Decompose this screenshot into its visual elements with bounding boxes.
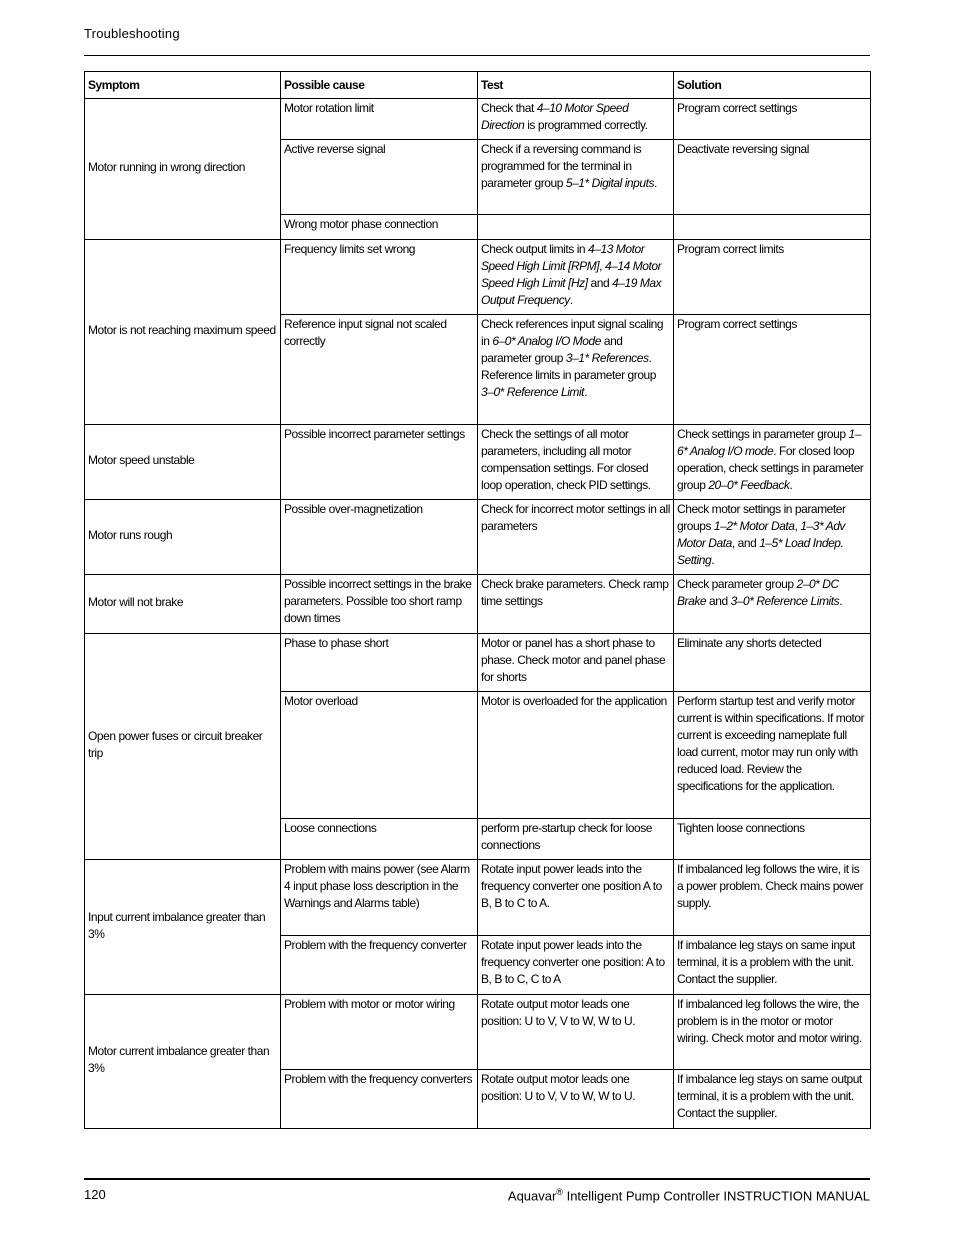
cell-text: Program correct limits	[677, 242, 784, 256]
cause-cell: Motor overload	[281, 692, 478, 819]
solution-cell	[674, 140, 871, 215]
cell-text: . Reference limits in parameter group	[481, 351, 657, 382]
cause-cell: Possible incorrect settings in the brake parameters. Possible too short ramp down times	[281, 575, 478, 634]
symptom-cell: Motor current imbalance greater than 3%	[85, 995, 281, 1129]
test-cell	[478, 995, 674, 1070]
column-header: Symptom	[85, 72, 281, 99]
cell-text: Check brake parameters. Check ramp time settings	[481, 577, 669, 608]
solution-cell	[674, 425, 871, 500]
parameter-reference: 4–19 Max Output Frequency	[481, 276, 662, 307]
parameter-reference: 1–3* Adv Motor Data	[677, 519, 845, 550]
cell-text: .	[789, 478, 793, 492]
test-cell	[478, 692, 674, 819]
cell-text: Rotate output motor leads one position: U to V, V to W, W to U.	[481, 1072, 636, 1103]
parameter-reference: 4–14 Motor Speed High Limit [Hz]	[481, 259, 662, 290]
table-body	[85, 99, 871, 1129]
parameter-reference: 3–0* Reference Limit	[481, 385, 585, 399]
solution-cell	[674, 575, 871, 634]
section-title: Troubleshooting	[84, 26, 180, 41]
column-header: Possible cause	[281, 72, 478, 99]
manual-title-text: Intelligent Pump Controller INSTRUCTION MANUAL	[562, 1188, 870, 1204]
table-row	[85, 634, 871, 692]
parameter-reference: 1–6* Analog I/O mode	[677, 427, 861, 458]
cell-text: Deactivate reversing signal	[677, 142, 809, 156]
cell-text: and	[587, 276, 613, 290]
cell-text: Perform startup test and verify motor current is within specifications. If motor current is exceeding nameplate full load current, motor may run only with reduced load. Review the specifications for the application.	[677, 694, 865, 793]
cell-text: Rotate input power leads into the frequency converter one position A to B, B to C to A.	[481, 862, 662, 910]
cell-text: If imbalanced leg follows the wire, the problem is in the motor or motor wiring. Check motor and motor wiring.	[677, 997, 862, 1045]
cell-text: and	[706, 594, 731, 608]
cell-text: is programmed correctly.	[524, 118, 648, 132]
parameter-reference: 20–0* Feedback	[708, 478, 790, 492]
manual-brand: Aquavar	[507, 1188, 557, 1204]
symptom-cell: Motor is not reaching maximum speed	[85, 240, 281, 425]
solution-cell	[674, 995, 871, 1070]
parameter-reference: 4–13 Motor Speed High Limit [RPM]	[481, 242, 645, 273]
cell-text: Check output limits in	[481, 242, 589, 256]
cause-cell: Phase to phase short	[281, 634, 478, 692]
cell-text: Program correct settings	[677, 101, 797, 115]
cell-text: If imbalanced leg follows the wire, it is a power problem. Check mains power supply.	[677, 862, 864, 910]
symptom-cell: Open power fuses or circuit breaker trip	[85, 634, 281, 860]
cell-text: Motor is overloaded for the application	[481, 694, 667, 708]
cell-text: .	[839, 594, 843, 608]
table-row	[85, 99, 871, 140]
solution-cell	[674, 215, 871, 240]
manual-title	[508, 1187, 870, 1203]
parameter-reference: 1–5* Load Indep. Setting	[677, 536, 844, 567]
cell-text: ,	[599, 259, 605, 273]
column-header: Test	[478, 72, 674, 99]
symptom-cell: Motor speed unstable	[85, 425, 281, 500]
table-row	[85, 575, 871, 634]
symptom-cell: Input current imbalance greater than 3%	[85, 860, 281, 995]
cell-text: Check motor settings in parameter groups	[677, 502, 846, 533]
cause-cell: Wrong motor phase connection	[281, 215, 478, 240]
cell-text: Tighten loose connections	[677, 821, 805, 835]
solution-cell	[674, 860, 871, 936]
cell-text: .	[584, 385, 587, 399]
test-cell	[478, 860, 674, 936]
cell-text: perform pre-startup check for loose connections	[481, 821, 652, 852]
cell-text: ,	[794, 519, 801, 533]
footer-divider	[84, 1178, 870, 1180]
cell-text: .	[711, 553, 715, 567]
test-cell	[478, 936, 674, 995]
test-cell	[478, 240, 674, 315]
cell-text: Eliminate any shorts detected	[677, 636, 822, 650]
solution-cell	[674, 1070, 871, 1129]
cell-text: Check parameter group	[677, 577, 797, 591]
table-row	[85, 240, 871, 315]
cell-text: Motor or panel has a short phase to phase. Check motor and panel phase for shorts	[481, 636, 666, 684]
symptom-cell: Motor runs rough	[85, 500, 281, 575]
cell-text: .	[569, 293, 573, 307]
cause-cell: Motor rotation limit	[281, 99, 478, 140]
test-cell	[478, 819, 674, 860]
table-row	[85, 500, 871, 575]
parameter-reference: 2–0* DC Brake	[677, 577, 839, 608]
cell-text: Rotate output motor leads one position: U to V, V to W, W to U.	[481, 997, 636, 1028]
table-row	[85, 995, 871, 1070]
solution-cell	[674, 315, 871, 425]
test-cell	[478, 215, 674, 240]
test-cell	[478, 315, 674, 425]
symptom-cell: Motor running in wrong direction	[85, 99, 281, 240]
solution-cell	[674, 819, 871, 860]
cause-cell: Problem with the frequency converter	[281, 936, 478, 995]
troubleshooting-table	[84, 71, 871, 1129]
test-cell	[478, 425, 674, 500]
symptom-cell: Motor will not brake	[85, 575, 281, 634]
parameter-reference: 1–2* Motor Data	[713, 519, 795, 533]
page-number: 120	[84, 1187, 106, 1202]
test-cell	[478, 500, 674, 575]
table-row	[85, 425, 871, 500]
cell-text: If imbalance leg stays on same input terminal, it is a problem with the unit. Contact the supplier.	[677, 938, 855, 986]
cause-cell: Possible over-magnetization	[281, 500, 478, 575]
solution-cell	[674, 692, 871, 819]
cell-text: If imbalance leg stays on same output terminal, it is a problem with the unit. Contact the supplier.	[677, 1072, 862, 1120]
parameter-reference: 5–1* Digital inputs	[565, 176, 655, 190]
cause-cell: Problem with mains power (see Alarm 4 input phase loss description in the Warnings and Alarms table)	[281, 860, 478, 936]
parameter-reference: 3–1* References	[565, 351, 649, 365]
cause-cell: Reference input signal not scaled correctly	[281, 315, 478, 425]
test-cell	[478, 99, 674, 140]
test-cell	[478, 634, 674, 692]
cell-text: .	[654, 176, 657, 190]
test-cell	[478, 140, 674, 215]
parameter-reference: 4–10 Motor Speed Direction	[481, 101, 629, 132]
solution-cell	[674, 634, 871, 692]
parameter-reference: 6–0* Analog I/O Mode	[492, 334, 601, 348]
solution-cell	[674, 240, 871, 315]
test-cell	[478, 1070, 674, 1129]
solution-cell	[674, 500, 871, 575]
cell-text: Check the settings of all motor parameters, including all motor compensation settings. For closed loop operation, check PID settings.	[481, 427, 651, 492]
registered-mark: ®	[556, 1187, 563, 1197]
cause-cell: Problem with motor or motor wiring	[281, 995, 478, 1070]
cause-cell: Loose connections	[281, 819, 478, 860]
parameter-reference: 3–0* Reference Limits	[730, 594, 840, 608]
cell-text: Rotate input power leads into the frequency converter one position: A to B, B to C, C to A	[481, 938, 665, 986]
cell-text: , and	[731, 536, 760, 550]
cause-cell: Active reverse signal	[281, 140, 478, 215]
cell-text: . For closed loop operation, check settings in parameter group	[677, 444, 864, 492]
cell-text: Check settings in parameter group	[677, 427, 849, 441]
cell-text: Program correct settings	[677, 317, 797, 331]
cause-cell: Frequency limits set wrong	[281, 240, 478, 315]
cell-text: and parameter group	[481, 334, 623, 365]
solution-cell	[674, 99, 871, 140]
table-header-row	[85, 72, 871, 99]
cause-cell: Possible incorrect parameter settings	[281, 425, 478, 500]
cell-text: Check references input signal scaling in	[481, 317, 664, 348]
table-row	[85, 860, 871, 936]
cause-cell: Problem with the frequency converters	[281, 1070, 478, 1129]
solution-cell	[674, 936, 871, 995]
column-header: Solution	[674, 72, 871, 99]
test-cell	[478, 575, 674, 634]
header-divider	[84, 55, 870, 56]
cell-text: Check for incorrect motor settings in all parameters	[481, 502, 670, 533]
cell-text: Check if a reversing command is programmed for the terminal in parameter group	[481, 142, 642, 190]
cell-text: Check that	[481, 101, 537, 115]
